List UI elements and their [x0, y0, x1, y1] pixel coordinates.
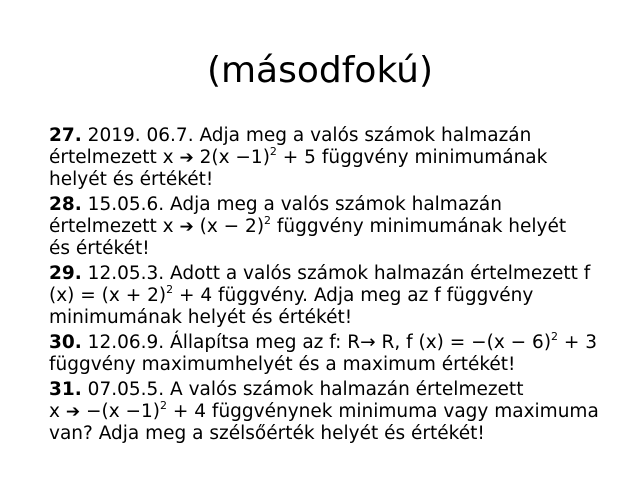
exponent: 2 — [269, 144, 277, 158]
problem-line — [49, 398, 604, 423]
problem-number: 27. — [49, 125, 82, 146]
problem-text: 07.05.5. A valós számok halmazán értelmezett — [87, 379, 524, 400]
problem-text: (x − 2) — [193, 216, 265, 237]
problem-text: + 5 függvény minimumának — [276, 147, 548, 168]
problem-text: (x) = (x + 2) — [49, 285, 167, 306]
problem-text: helyét és értékét! — [49, 169, 214, 190]
problem-text: 15.05.6. Adja meg a valós számok halmazán — [87, 194, 502, 215]
problem-text: −(x −1) — [80, 401, 161, 422]
problem-text: + 4 függvénynek minimuma vagy maximuma — [167, 401, 599, 422]
arrow-right-icon: ➔ — [179, 148, 194, 168]
problem-line — [49, 354, 604, 376]
exponent: 2 — [551, 329, 559, 343]
problem-line — [49, 144, 604, 169]
problem-29 — [49, 263, 604, 329]
problem-text: van? Adja meg a szélsőérték helyét és értékét! — [49, 423, 485, 444]
problem-text: 12.06.9. Állapítsa meg az f: R→ R, f (x) = −(x − 6) — [87, 332, 552, 353]
problem-30 — [49, 329, 604, 376]
problem-text: + 4 függvény. Adja meg az f függvény — [173, 285, 534, 306]
problem-line — [49, 379, 604, 401]
problem-line — [49, 169, 604, 191]
exponent: 2 — [166, 282, 174, 296]
problem-number: 31. — [49, 379, 82, 400]
problem-28 — [49, 194, 604, 260]
problem-line — [49, 213, 604, 238]
problem-text: 2019. 06.7. Adja meg a valós számok halmazán — [87, 125, 532, 146]
problem-line — [49, 282, 604, 307]
exponent: 2 — [264, 213, 272, 227]
problem-line — [49, 329, 604, 354]
problem-line — [49, 307, 604, 329]
problem-line — [49, 263, 604, 285]
slide-title: (másodfokú) — [206, 50, 434, 91]
problem-line — [49, 194, 604, 216]
problem-31 — [49, 379, 604, 445]
problem-number: 28. — [49, 194, 82, 215]
problem-text: x — [49, 401, 66, 422]
problem-text: + 3 — [558, 332, 598, 353]
problem-text: értelmezett x — [49, 216, 180, 237]
arrow-right-icon: ➔ — [179, 217, 194, 237]
problem-text: értelmezett x — [49, 147, 180, 168]
problem-text: 12.05.3. Adott a valós számok halmazán értelmezett f — [87, 263, 591, 284]
problem-27 — [49, 125, 604, 191]
problem-line — [49, 423, 604, 445]
problem-line — [49, 125, 604, 147]
problem-text: és értékét! — [49, 238, 150, 259]
arrow-right-icon: ➔ — [65, 402, 81, 422]
problem-number: 29. — [49, 263, 82, 284]
problem-text: 2(x −1) — [193, 147, 270, 168]
problem-list — [49, 125, 604, 448]
exponent: 2 — [160, 398, 168, 412]
problem-text: minimumának helyét és értékét! — [49, 307, 353, 328]
problem-text: függvény minimumának helyét — [271, 216, 567, 237]
problem-line — [49, 238, 604, 260]
problem-text: függvény maximumhelyét és a maximum értékét! — [49, 354, 516, 375]
problem-number: 30. — [49, 332, 82, 353]
